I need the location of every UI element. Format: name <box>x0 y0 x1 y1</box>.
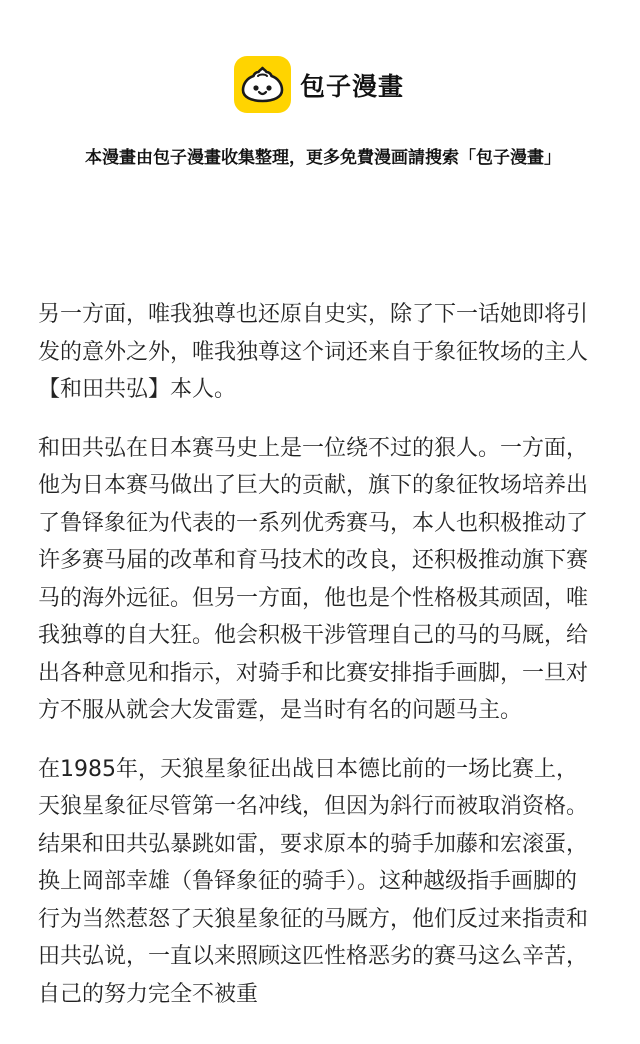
steamed-bun-icon <box>234 56 291 113</box>
source-notice: 本漫畫由包子漫畫收集整理，更多免費漫画請搜索「包子漫畫」 <box>85 148 561 168</box>
brand-name: 包子漫畫 <box>300 71 405 101</box>
article-paragraph: 另一方面，唯我独尊也还原自史实，除了下一话她即将引发的意外之外，唯我独尊这个词还来自于象征牧场的主人【和田共弘】本人。 <box>38 302 589 402</box>
article-body <box>38 296 594 1034</box>
brand-header <box>234 56 404 113</box>
article-paragraph: 在1985年，天狼星象征出战日本德比前的一场比赛上，天狼星象征尽管第一名冲线，但因为斜行而被取消资格。结果和田共弘暴跳如雷，要求原本的骑手加藤和宏滚蛋，换上岡部幸雄（鲁铎象征的骑手）。这种越级指手画脚的行为当然惹怒了天狼星象征的马厩方，他们反过来指责和田共弘说，一直以来照顾这匹性格恶劣的赛马这么辛苦，自己的努力完全不被重 <box>38 756 589 1007</box>
article-paragraph: 和田共弘在日本赛马史上是一位绕不过的狠人。一方面，他为日本赛马做出了巨大的贡献，旗下的象征牧场培养出了鲁铎象征为代表的一系列优秀赛马，本人也积极推动了许多赛马届的改革和育马技术的改良，还积极推动旗下赛马的海外远征。但另一方面，他也是个性格极其顽固，唯我独尊的自大狂。他会积极干涉管理自己的马的马厩，给出各种意见和指示，对骑手和比赛安排指手画脚，一旦对方不服从就会大发雷霆，是当时有名的问题马主。 <box>38 435 589 723</box>
